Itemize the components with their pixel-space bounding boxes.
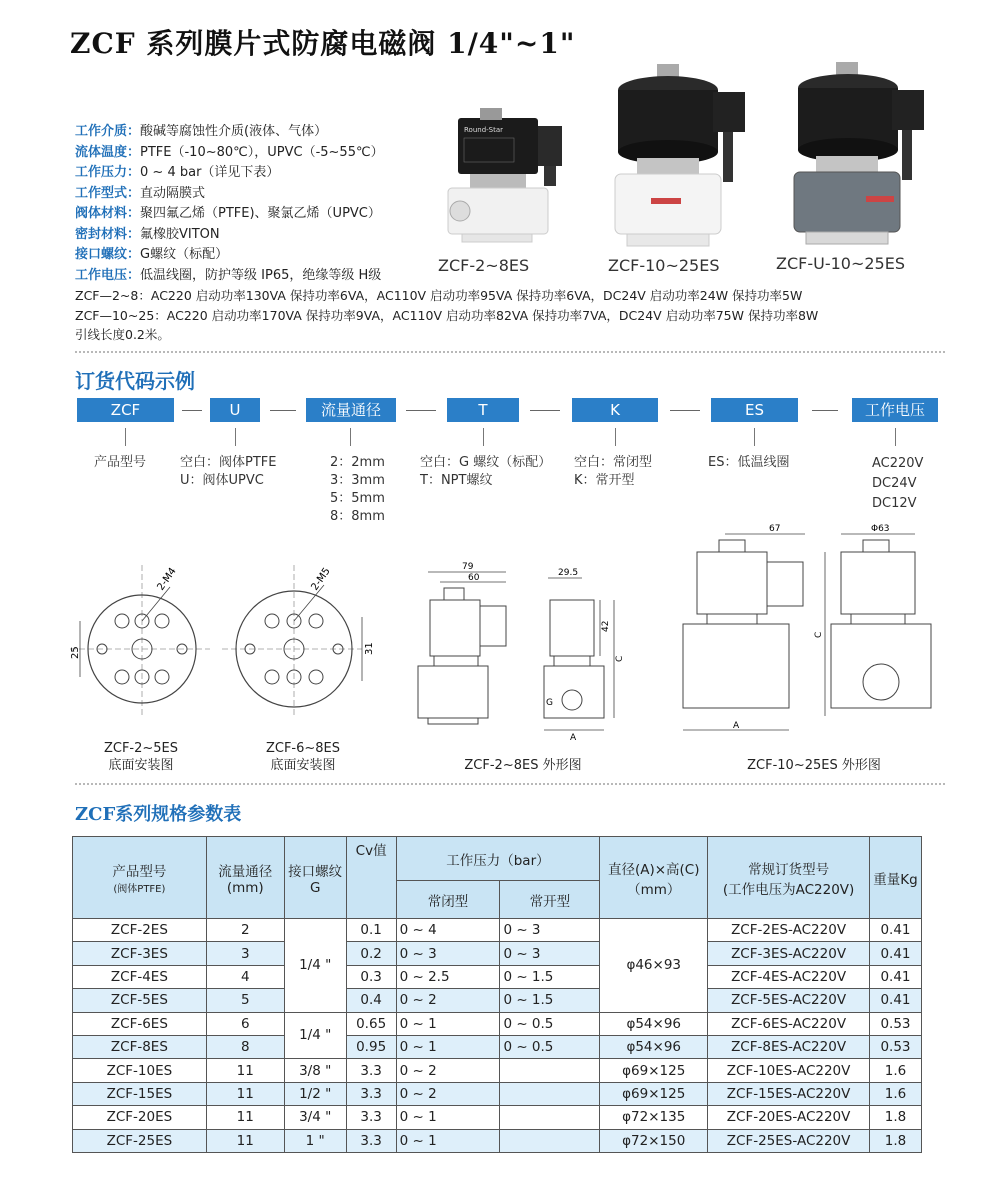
- code-desc-body: [180, 454, 276, 490]
- dimension-label: 60: [468, 573, 480, 583]
- code-tick: [350, 428, 351, 446]
- cell-nc: 0 ~ 4: [396, 919, 500, 942]
- code-tick: [125, 428, 126, 446]
- product-label: ZCF-2~8ES: [438, 256, 530, 275]
- code-desc-thread: [420, 454, 551, 490]
- code-desc-model: [94, 454, 146, 472]
- cell-flow: 11: [206, 1129, 284, 1152]
- spec-key: 密封材料：: [75, 226, 141, 242]
- base-drawing-2-5: [70, 565, 210, 735]
- code-desc-flow: [330, 454, 385, 526]
- header-subtext: (阀体PTFE): [113, 884, 166, 895]
- dimension-label: 42: [601, 620, 611, 632]
- cell-order: ZCF-10ES-AC220V: [708, 1059, 870, 1082]
- spec-row: [75, 266, 384, 287]
- cell-flow: 8: [206, 1035, 284, 1058]
- dimension-label: C: [814, 631, 824, 638]
- dimension-label: 25: [70, 646, 81, 659]
- header-normally-open: 常开型: [500, 881, 600, 919]
- cell-nc: 0 ~ 1: [396, 1129, 500, 1152]
- spec-key: 阀体材料：: [75, 206, 141, 221]
- cell-weight: 1.8: [869, 1129, 921, 1152]
- cell-no: 0 ~ 1.5: [500, 989, 600, 1012]
- cell-no: 0 ~ 3: [500, 919, 600, 942]
- cell-order: ZCF-4ES-AC220V: [708, 965, 870, 988]
- power-notes: [75, 286, 818, 345]
- cell-weight: 0.53: [869, 1012, 921, 1035]
- cell-dim: φ69×125: [600, 1082, 708, 1105]
- outline-drawing-small: [400, 560, 640, 750]
- code-dash: [670, 410, 700, 411]
- code-desc-line: 空白：常闭型: [574, 455, 653, 470]
- header-dim: 直径(A)×高(C)（mm）: [600, 837, 708, 919]
- cell-order: ZCF-20ES-AC220V: [708, 1106, 870, 1129]
- code-dash: [406, 410, 436, 411]
- cell-cv: 0.3: [346, 965, 396, 988]
- cell-cv: 0.2: [346, 942, 396, 965]
- cell-no: 0 ~ 1.5: [500, 965, 600, 988]
- spec-value: PTFE（-10~80℃），UPVC（-5~55℃）: [140, 144, 384, 160]
- cell-dim: φ72×135: [600, 1106, 708, 1129]
- spec-value: 聚四氟乙烯（PTFE)、聚氯乙烯（UPVC）: [140, 206, 381, 221]
- coil-brand-label: Round-Star: [464, 126, 504, 134]
- header-normally-closed: 常闭型: [396, 881, 500, 919]
- cell-no: [500, 1129, 600, 1152]
- code-tick: [235, 428, 236, 446]
- code-desc-line: 产品型号: [94, 455, 147, 470]
- caption-line: ZCF-2~5ES: [103, 741, 179, 756]
- spec-row: [75, 225, 384, 246]
- caption-line: ZCF-6~8ES: [265, 741, 341, 756]
- product-image-medium-valve: [605, 62, 755, 252]
- base-drawing-caption: [86, 740, 196, 774]
- code-dash: [182, 410, 202, 411]
- cell-flow: 3: [206, 942, 284, 965]
- spec-value: 酸碱等腐蚀性介质(液体、气体）: [140, 124, 328, 139]
- power-note: ZCF—10~25：AC220 启动功率170VA 保持功率9VA，AC110V 启动功率82VA 保持功率7VA，DC24V 启动功率75W 保持功率8W: [75, 307, 819, 323]
- cell-model: ZCF-3ES: [73, 942, 207, 965]
- spec-row: [75, 204, 384, 225]
- header-flow: 流量通径(mm): [206, 837, 284, 919]
- cell-port: 1/2 ": [284, 1082, 346, 1105]
- code-box-type: K: [572, 398, 658, 422]
- code-dash: [270, 410, 296, 411]
- cell-order: ZCF-25ES-AC220V: [708, 1129, 870, 1152]
- spec-key: 工作电压：: [75, 267, 141, 283]
- cell-nc: 0 ~ 2: [396, 1059, 500, 1082]
- cell-model: ZCF-8ES: [73, 1035, 207, 1058]
- divider: [75, 351, 945, 353]
- outline-caption: ZCF-10~25ES 外形图: [747, 758, 881, 773]
- spec-value: G螺纹（标配）: [140, 247, 229, 262]
- code-box-coil: ES: [711, 398, 798, 422]
- dimension-label: Φ63: [871, 524, 890, 534]
- code-dash: [812, 410, 838, 411]
- cell-dim: φ72×150: [600, 1129, 708, 1152]
- cell-order: ZCF-8ES-AC220V: [708, 1035, 870, 1058]
- code-dash: [530, 410, 560, 411]
- dimension-label: A: [570, 733, 577, 743]
- caption-line: 底面安装图: [108, 758, 174, 773]
- cell-nc: 0 ~ 2: [396, 1082, 500, 1105]
- table-row: [73, 1129, 922, 1152]
- cell-weight: 1.6: [869, 1082, 921, 1105]
- header-port: 接口螺纹G: [284, 837, 346, 919]
- base-drawing-6-8: [222, 565, 382, 735]
- spec-table: [72, 836, 922, 1153]
- divider: [75, 783, 945, 785]
- header-text: 产品型号: [112, 864, 167, 880]
- power-note: ZCF—2~8：AC220 启动功率130VA 保持功率6VA，AC110V 启动功率95VA 保持功率6VA，DC24V 启动功率24W 保持功率5W: [75, 288, 803, 303]
- cell-nc: 0 ~ 3: [396, 942, 500, 965]
- table-section-title: ZCF系列规格参数表: [75, 804, 242, 825]
- cell-flow: 5: [206, 989, 284, 1012]
- spec-key: 工作型式：: [75, 185, 141, 201]
- table-row: [73, 919, 922, 942]
- cell-model: ZCF-10ES: [73, 1059, 207, 1082]
- code-desc-line: 8：8mm: [330, 509, 385, 524]
- cell-nc: 0 ~ 2.5: [396, 965, 500, 988]
- thread-label: 2-M4: [155, 565, 179, 593]
- spec-row: [75, 245, 384, 266]
- code-desc-line: DC12V: [872, 496, 917, 511]
- cell-weight: 0.41: [869, 989, 921, 1012]
- cell-flow: 11: [206, 1106, 284, 1129]
- header-model: [73, 837, 207, 919]
- cell-port: 3/4 ": [284, 1106, 346, 1129]
- cell-port: 3/8 ": [284, 1059, 346, 1082]
- cell-weight: 1.8: [869, 1106, 921, 1129]
- table-row: [73, 1059, 922, 1082]
- cell-flow: 11: [206, 1059, 284, 1082]
- dimension-label: G: [546, 698, 553, 708]
- cell-dim: φ54×96: [600, 1035, 708, 1058]
- cell-model: ZCF-25ES: [73, 1129, 207, 1152]
- table-row: [73, 965, 922, 988]
- header-pressure: 工作压力（bar）: [396, 837, 600, 881]
- spec-row: [75, 143, 384, 164]
- cell-weight: 1.6: [869, 1059, 921, 1082]
- cell-model: ZCF-2ES: [73, 919, 207, 942]
- spec-row: [75, 184, 384, 205]
- code-tick: [895, 428, 896, 446]
- dimension-label: 31: [364, 642, 375, 655]
- cell-cv: 3.3: [346, 1059, 396, 1082]
- cell-port: 1/4 ": [284, 1012, 346, 1059]
- cell-flow: 11: [206, 1082, 284, 1105]
- header-order: [708, 837, 870, 919]
- cell-model: ZCF-5ES: [73, 989, 207, 1012]
- code-desc-voltage: [872, 454, 923, 514]
- cell-cv: 0.1: [346, 919, 396, 942]
- cell-order: ZCF-6ES-AC220V: [708, 1012, 870, 1035]
- page-title: ZCF 系列膜片式防腐电磁阀 1/4"~1": [70, 27, 576, 60]
- cell-flow: 4: [206, 965, 284, 988]
- spec-key: 流体温度：: [75, 144, 141, 160]
- cell-cv: 3.3: [346, 1082, 396, 1105]
- table-row: [73, 1106, 922, 1129]
- code-desc-line: ES：低温线圈: [708, 455, 790, 470]
- table-row: [73, 1082, 922, 1105]
- cell-model: ZCF-20ES: [73, 1106, 207, 1129]
- cell-order: ZCF-15ES-AC220V: [708, 1082, 870, 1105]
- thread-label: 2-M5: [309, 565, 333, 593]
- spec-value: 低温线圈，防护等级 IP65，绝缘等级 H级: [140, 267, 382, 283]
- code-desc-line: 空白：G 螺纹（标配）: [420, 455, 552, 470]
- product-image-small-valve: [440, 100, 580, 250]
- code-box-flow: 流量通径: [306, 398, 396, 422]
- spec-value: 氟橡胶VITON: [140, 226, 220, 242]
- spec-row: [75, 122, 384, 143]
- cell-weight: 0.41: [869, 965, 921, 988]
- code-desc-line: 空白：阀体PTFE: [180, 455, 277, 470]
- cell-no: [500, 1059, 600, 1082]
- code-box-body: U: [210, 398, 260, 422]
- spec-list: [75, 122, 384, 286]
- cell-no: [500, 1082, 600, 1105]
- dimension-label: 29.5: [558, 568, 579, 578]
- cell-cv: 3.3: [346, 1106, 396, 1129]
- cell-cv: 0.4: [346, 989, 396, 1012]
- cell-weight: 0.53: [869, 1035, 921, 1058]
- product-image-upvc-valve: [786, 60, 936, 250]
- code-box-voltage: 工作电压: [852, 398, 938, 422]
- product-label: ZCF-10~25ES: [608, 256, 720, 275]
- cell-nc: 0 ~ 1: [396, 1035, 500, 1058]
- cell-nc: 0 ~ 1: [396, 1012, 500, 1035]
- cell-model: ZCF-6ES: [73, 1012, 207, 1035]
- cell-flow: 6: [206, 1012, 284, 1035]
- ordering-section-title: 订货代码示例: [75, 369, 195, 393]
- product-label: ZCF-U-10~25ES: [776, 254, 905, 273]
- cell-cv: 3.3: [346, 1129, 396, 1152]
- cell-nc: 0 ~ 2: [396, 989, 500, 1012]
- dimension-label: A: [733, 721, 740, 731]
- header-cv: Cv值: [346, 837, 396, 919]
- cell-no: 0 ~ 0.5: [500, 1035, 600, 1058]
- code-box-thread: T: [447, 398, 519, 422]
- outline-drawing-large: [675, 520, 955, 750]
- spec-row: [75, 163, 384, 184]
- code-desc-line: 3：3mm: [330, 473, 385, 488]
- cell-dim: φ46×93: [600, 919, 708, 1013]
- code-desc-line: 2：2mm: [330, 455, 385, 470]
- cell-weight: 0.41: [869, 919, 921, 942]
- cell-cv: 0.95: [346, 1035, 396, 1058]
- cell-flow: 2: [206, 919, 284, 942]
- code-desc-line: DC24V: [872, 476, 917, 491]
- code-tick: [483, 428, 484, 446]
- cell-order: ZCF-5ES-AC220V: [708, 989, 870, 1012]
- outline-caption: ZCF-2~8ES 外形图: [464, 758, 582, 773]
- code-desc-line: U：阀体UPVC: [180, 473, 264, 488]
- header-text: 常规订货型号: [748, 861, 830, 878]
- power-note: 引线长度0.2米。: [75, 327, 170, 342]
- cell-no: 0 ~ 3: [500, 942, 600, 965]
- code-desc-line: 5：5mm: [330, 491, 385, 506]
- table-row: [73, 1035, 922, 1058]
- header-subtext: (工作电压为AC220V): [722, 881, 855, 898]
- table-row: [73, 989, 922, 1012]
- code-tick: [754, 428, 755, 446]
- cell-order: ZCF-2ES-AC220V: [708, 919, 870, 942]
- code-desc-line: T：NPT螺纹: [420, 473, 493, 488]
- code-desc-type: [574, 454, 652, 490]
- cell-port: 1/4 ": [284, 919, 346, 1013]
- caption-line: 底面安装图: [270, 758, 336, 773]
- cell-dim: φ54×96: [600, 1012, 708, 1035]
- cell-model: ZCF-4ES: [73, 965, 207, 988]
- code-desc-line: AC220V: [872, 456, 924, 471]
- cell-weight: 0.41: [869, 942, 921, 965]
- cell-port: 1 ": [284, 1129, 346, 1152]
- cell-dim: φ69×125: [600, 1059, 708, 1082]
- cell-cv: 0.65: [346, 1012, 396, 1035]
- table-row: [73, 1012, 922, 1035]
- spec-key: 接口螺纹：: [75, 247, 141, 262]
- dimension-label: 67: [769, 524, 781, 534]
- cell-model: ZCF-15ES: [73, 1082, 207, 1105]
- base-drawing-caption: [248, 740, 358, 774]
- table-row: [73, 942, 922, 965]
- spec-key: 工作介质：: [75, 124, 141, 139]
- cell-no: [500, 1106, 600, 1129]
- dimension-label: 79: [462, 562, 474, 572]
- cell-order: ZCF-3ES-AC220V: [708, 942, 870, 965]
- code-desc-coil: [708, 454, 789, 472]
- spec-key: 工作压力：: [75, 165, 141, 180]
- spec-value: 0 ~ 4 bar（详见下表）: [140, 165, 280, 180]
- header-weight: 重量Kg: [869, 837, 921, 919]
- code-tick: [615, 428, 616, 446]
- cell-no: 0 ~ 0.5: [500, 1012, 600, 1035]
- code-desc-line: K：常开型: [574, 473, 635, 488]
- spec-value: 直动隔膜式: [140, 185, 206, 201]
- dimension-label: C: [615, 655, 625, 662]
- cell-nc: 0 ~ 1: [396, 1106, 500, 1129]
- code-box-model: ZCF: [77, 398, 174, 422]
